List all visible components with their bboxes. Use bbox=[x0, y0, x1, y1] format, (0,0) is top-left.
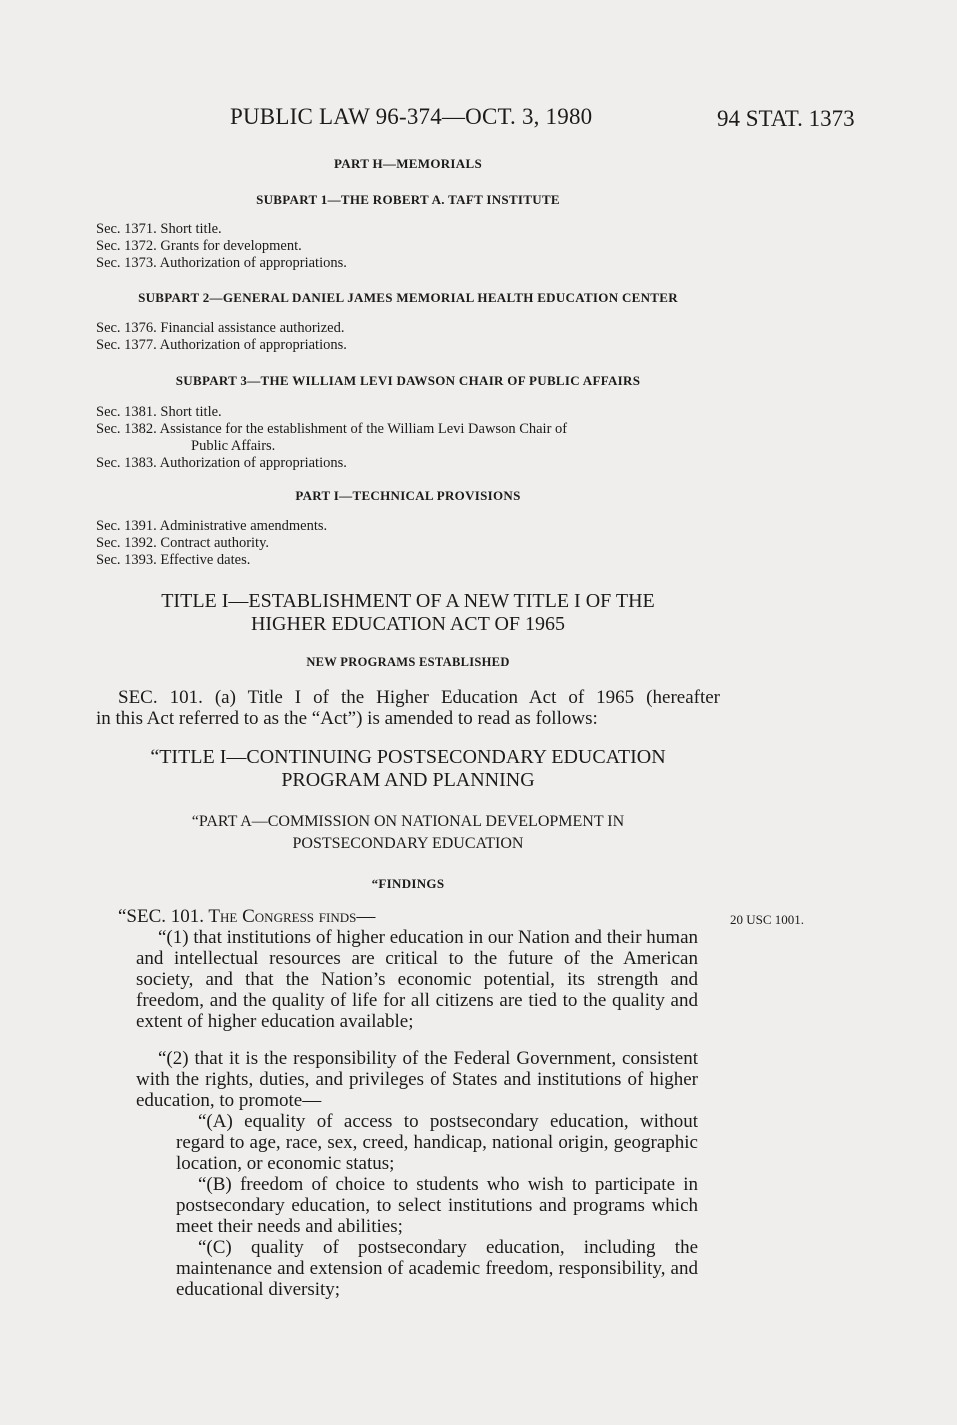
toc-entry: Sec. 1392. Contract authority. bbox=[96, 535, 270, 551]
finding-2b: “(B) freedom of choice to students who wish to participate in postsecondary education, to select institutions and programs which meet their needs and abilities; bbox=[176, 1174, 698, 1237]
toc-entry: Sec. 1376. Financial assistance authorized. bbox=[96, 320, 345, 336]
finding-1: “(1) that institutions of higher education in our Nation and their human and intellectual resources are critical to the future of the American society, and that the Nation’s economic potential, its strength and freedom, and the quality of life for all citizens are tied to the quality and extent of higher education available; bbox=[136, 927, 698, 1032]
toc-entry: Sec. 1377. Authorization of appropriations. bbox=[96, 337, 347, 353]
sec-101-intro-line1 bbox=[96, 687, 720, 708]
toc-subpart-2-list bbox=[96, 320, 726, 354]
finding-2a: “(A) equality of access to postsecondary education, without regard to age, race, sex, creed, handicap, national origin, geographic location, or economic status; bbox=[176, 1111, 698, 1174]
margin-citation: 20 USC 1001. bbox=[730, 912, 805, 927]
toc-subpart-3-list bbox=[96, 404, 726, 472]
sec-101-intro-line2: in this Act referred to as the “Act”) is amended to read as follows: bbox=[96, 708, 598, 729]
toc-subpart-3: SUBPART 3—THE WILLIAM LEVI DAWSON CHAIR OF PUBLIC AFFAIRS bbox=[175, 373, 641, 388]
toc-entry: Sec. 1383. Authorization of appropriations. bbox=[96, 455, 347, 471]
title-continuing-heading bbox=[96, 746, 720, 792]
finding-2c: “(C) quality of postsecondary education, including the maintenance and extension of academic freedom, responsibility, and educational diversity; bbox=[176, 1237, 698, 1300]
part-a-line1: “PART A—COMMISSION ON NATIONAL DEVELOPMENT IN bbox=[191, 813, 625, 830]
sec-101-intro bbox=[96, 687, 720, 729]
toc-entry: Sec. 1373. Authorization of appropriations. bbox=[96, 255, 347, 271]
toc-entry: Sec. 1372. Grants for development. bbox=[96, 238, 302, 254]
sec-101-label: SEC. 101. bbox=[118, 687, 203, 708]
toc-entry: Public Affairs. bbox=[191, 438, 276, 454]
findings-heading: “FINDINGS bbox=[371, 876, 445, 891]
toc-part-h: PART H—MEMORIALS bbox=[334, 156, 482, 171]
title-continuing-line2: PROGRAM AND PLANNING bbox=[281, 769, 535, 791]
toc-entry: Sec. 1391. Administrative amendments. bbox=[96, 518, 328, 534]
toc-entry: Sec. 1382. Assistance for the establishment of the William Levi Dawson Chair of bbox=[96, 421, 568, 437]
findings-sec-text: “SEC. 101. The Congress finds— bbox=[118, 906, 376, 927]
title-continuing-line1: “TITLE I—CONTINUING POSTSECONDARY EDUCATION bbox=[150, 746, 666, 768]
section-subhead: NEW PROGRAMS ESTABLISHED bbox=[306, 655, 510, 669]
part-a-line2: POSTSECONDARY EDUCATION bbox=[292, 835, 524, 852]
toc-part-i: PART I—TECHNICAL PROVISIONS bbox=[295, 488, 521, 503]
page-header-stat: 94 STAT. 1373 bbox=[717, 106, 855, 131]
part-a-heading bbox=[96, 811, 720, 855]
findings-section-label bbox=[96, 906, 720, 927]
title-heading-line1: TITLE I—ESTABLISHMENT OF A NEW TITLE I OF THE bbox=[161, 590, 655, 612]
toc-subpart-1: SUBPART 1—THE ROBERT A. TAFT INSTITUTE bbox=[256, 192, 560, 207]
toc-subpart-2: SUBPART 2—GENERAL DANIEL JAMES MEMORIAL HEALTH EDUCATION CENTER bbox=[138, 290, 678, 305]
title-heading-line2: HIGHER EDUCATION ACT OF 1965 bbox=[250, 613, 566, 635]
toc-entry: Sec. 1393. Effective dates. bbox=[96, 552, 251, 568]
page-header-title: PUBLIC LAW 96-374—OCT. 3, 1980 bbox=[230, 104, 593, 129]
title-heading bbox=[96, 590, 720, 636]
toc-entry: Sec. 1371. Short title. bbox=[96, 221, 222, 237]
toc-part-i-list bbox=[96, 518, 726, 569]
toc-subpart-1-list bbox=[96, 221, 726, 272]
toc-entry: Sec. 1381. Short title. bbox=[96, 404, 222, 420]
sec-101-text: (a) Title I of the Higher Education Act of 1965 (hereafter bbox=[202, 687, 720, 708]
finding-2: “(2) that it is the responsibility of the Federal Government, consistent with the rights, duties, and privileges of States and institutions of higher education, to promote— bbox=[136, 1048, 698, 1111]
